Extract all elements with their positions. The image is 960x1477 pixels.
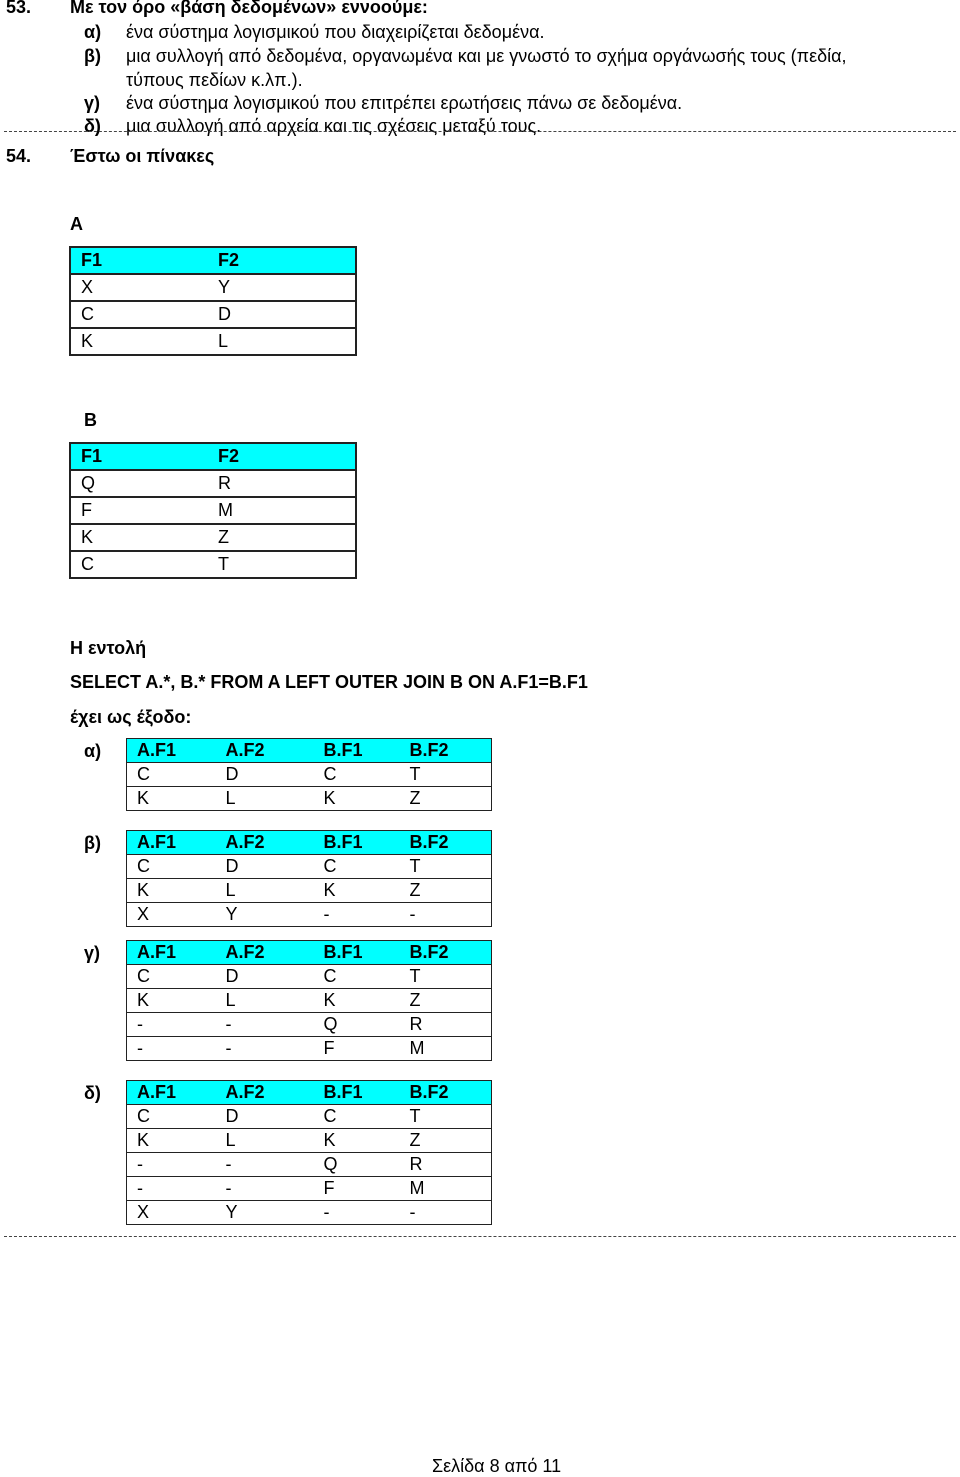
table-a-header-cell: F1 [70,247,206,274]
answer-d-table [126,1080,492,1225]
table-cell: Y [206,274,356,301]
table-row [127,965,492,989]
header-cell: A.F2 [216,1081,314,1105]
table-cell: - [127,1037,216,1061]
table-cell: X [127,903,216,927]
table-cell: K [314,787,400,811]
answer-c-label: γ) [84,943,101,963]
table-cell: D [216,763,314,787]
table-row [127,989,492,1013]
header-cell: B.F1 [314,941,400,965]
header-cell: B.F2 [400,739,492,763]
table-cell: Y [216,1201,314,1225]
output-label: έχει ως έξοδο: [70,707,192,727]
table-cell: T [206,551,356,578]
answer-a-table [126,738,492,811]
q53-option-a-label: α) [84,22,102,42]
answer-a-label: α) [84,741,102,761]
table-row [70,551,356,578]
answer-c-table [126,940,492,1061]
table-cell: L [216,879,314,903]
table-cell: F [70,497,206,524]
table-row [127,1153,492,1177]
table-cell: - [314,903,400,927]
table-b-name: B [84,410,97,430]
command-label: Η εντολή [70,638,147,658]
answer-d-label: δ) [84,1083,101,1103]
header-cell: A.F2 [216,831,314,855]
table-row [70,524,356,551]
table-cell: - [127,1177,216,1201]
table-cell: C [127,763,216,787]
table-cell: R [400,1153,492,1177]
table-cell: L [216,1129,314,1153]
header-cell: A.F1 [127,739,216,763]
header-cell: B.F1 [314,739,400,763]
table-cell: T [400,965,492,989]
table-cell: - [314,1201,400,1225]
table-cell: T [400,855,492,879]
header-cell: B.F2 [400,831,492,855]
table-cell: - [127,1153,216,1177]
table-cell: C [314,763,400,787]
header-cell: B.F2 [400,1081,492,1105]
table-cell: - [127,1013,216,1037]
table-cell: - [216,1177,314,1201]
answer-b-label: β) [84,833,101,853]
table-cell: K [127,879,216,903]
table-b [69,442,357,579]
table-cell: D [206,301,356,328]
sql-statement: SELECT A.*, B.* FROM A LEFT OUTER JOIN B ON A.F1=B.F1 [70,672,588,692]
table-b-header [70,443,356,470]
table-cell: - [216,1153,314,1177]
table-cell: C [127,855,216,879]
table-a [69,246,357,356]
table-cell: C [70,301,206,328]
table-cell: L [216,787,314,811]
header-cell: B.F1 [314,831,400,855]
page-number: Σελίδα 8 από 11 [432,1456,562,1476]
table-row [127,855,492,879]
table-cell: D [216,965,314,989]
q53-option-c-text: ένα σύστημα λογισμικού που επιτρέπει ερωτήσεις πάνω σε δεδομένα. [126,93,683,113]
q53-option-b-label: β) [84,46,101,66]
q53-number: 53. [6,0,32,17]
table-cell: M [400,1037,492,1061]
table-row [127,1177,492,1201]
q53-option-d-label: δ) [84,116,101,136]
q53-option-a-text: ένα σύστημα λογισμικού που διαχειρίζεται δεδομένα. [126,22,545,42]
table-cell: - [400,903,492,927]
table-cell: Q [314,1153,400,1177]
table-cell: K [314,1129,400,1153]
table-cell: Y [216,903,314,927]
table-cell: Z [400,1129,492,1153]
table-cell: L [216,989,314,1013]
table-cell: Z [206,524,356,551]
table-cell: C [127,1105,216,1129]
table-cell: K [127,989,216,1013]
q53-option-b-text-cont: τύπους πεδίων κ.λπ.). [126,70,303,90]
q53-stem: Με τον όρο «βάση δεδομένων» εννοούμε: [70,0,428,17]
header-cell: A.F2 [216,941,314,965]
header-cell: B.F2 [400,941,492,965]
q53-option-d-text: μια συλλογή από αρχεία και τις σχέσεις μεταξύ τους. [126,116,542,136]
table-b-header-cell: F1 [70,443,206,470]
table-cell: D [216,855,314,879]
table-cell: C [127,965,216,989]
table-row [127,1129,492,1153]
table-row [127,1013,492,1037]
table-a-header [70,247,356,274]
header-cell: A.F1 [127,941,216,965]
answer-header-row [127,941,492,965]
table-cell: F [314,1037,400,1061]
answer-header-row [127,1081,492,1105]
table-row [70,328,356,355]
table-cell: R [206,470,356,497]
table-cell: - [400,1201,492,1225]
table-cell: F [314,1177,400,1201]
table-cell: X [70,274,206,301]
answer-b-table [126,830,492,927]
separator-bottom [4,1236,956,1237]
table-cell: T [400,1105,492,1129]
table-cell: Z [400,787,492,811]
header-cell: A.F1 [127,1081,216,1105]
table-a-name: A [70,214,83,234]
table-row [70,470,356,497]
table-row [127,787,492,811]
table-cell: D [216,1105,314,1129]
answer-header-row [127,831,492,855]
table-cell: R [400,1013,492,1037]
table-row [70,301,356,328]
table-cell: M [206,497,356,524]
table-a-header-cell: F2 [206,247,356,274]
table-cell: Z [400,879,492,903]
table-row [127,763,492,787]
table-cell: K [127,787,216,811]
table-row [127,903,492,927]
q54-stem: Έστω οι πίνακες [70,146,215,166]
table-cell: K [70,328,206,355]
table-cell: L [206,328,356,355]
q53-option-c-label: γ) [84,93,101,113]
table-cell: C [314,855,400,879]
table-b-header-cell: F2 [206,443,356,470]
header-cell: B.F1 [314,1081,400,1105]
header-cell: A.F2 [216,739,314,763]
table-row [127,1037,492,1061]
q54-number: 54. [6,146,32,166]
table-row [70,274,356,301]
table-cell: T [400,763,492,787]
table-row [127,879,492,903]
table-cell: C [70,551,206,578]
table-row [70,497,356,524]
table-cell: K [314,989,400,1013]
answer-header-row [127,739,492,763]
table-cell: Z [400,989,492,1013]
table-cell: Q [70,470,206,497]
table-cell: C [314,1105,400,1129]
table-cell: - [216,1037,314,1061]
table-cell: - [216,1013,314,1037]
table-cell: K [127,1129,216,1153]
table-cell: C [314,965,400,989]
q53-option-b-text: μια συλλογή από δεδομένα, οργανωμένα και με γνωστό το σχήμα οργάνωσής τους (πεδία, [126,46,847,66]
table-row [127,1201,492,1225]
table-cell: X [127,1201,216,1225]
table-cell: K [70,524,206,551]
separator-top [4,131,956,132]
table-cell: M [400,1177,492,1201]
table-row [127,1105,492,1129]
header-cell: A.F1 [127,831,216,855]
table-cell: K [314,879,400,903]
table-cell: Q [314,1013,400,1037]
